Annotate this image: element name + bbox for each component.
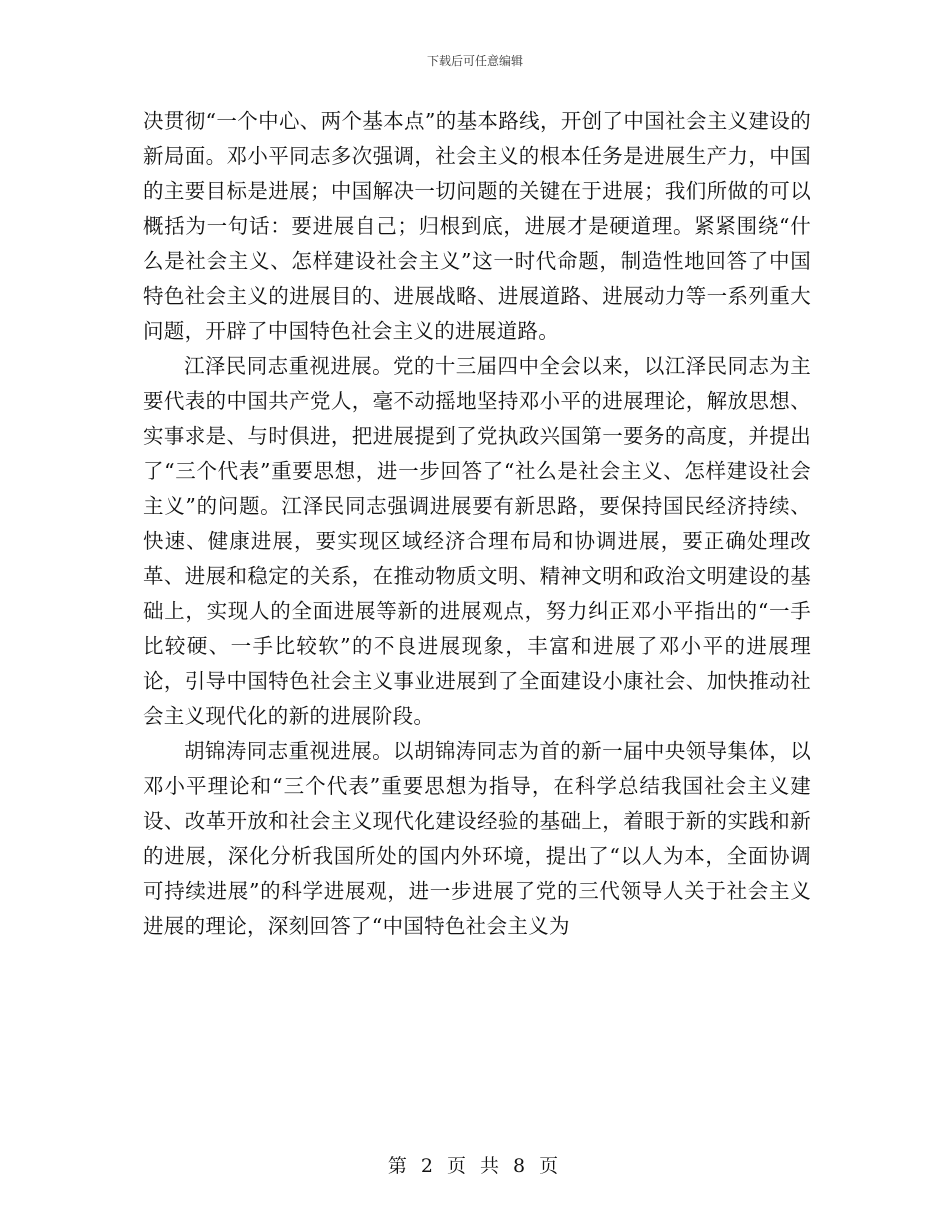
paragraph-2: 江泽民同志重视进展。党的十三届四中全会以来，以江泽民同志为主要代表的中国共产党人，毫不动摇地坚持邓小平的进展理论，解放思想、实事求是、与时俱进，把进展提到了党执政兴国第一要务的高度，并提出了“三个代表”重要思想，进一步回答了“社么是社会主义、怎样建设社会主义”的问题。江泽民同志强调进展要有新思路，要保持国民经济持续、快速、健康进展，要实现区域经济合理布局和协调进展，要正确处理改革、进展和稳定的关系，在推动物质文明、精神文明和政治文明建设的基础上，实现人的全面进展等新的进展观点，努力纠正邓小平指出的“一手比较硬、一手比较软”的不良进展现象，丰富和进展了邓小平的进展理论，引导中国特色社会主义事业进展到了全面建设小康社会、加快推动社会主义现代化的新的进展阶段。 xyxy=(143,354,811,728)
paragraph-1: 决贯彻“一个中心、两个基本点”的基本路线，开创了中国社会主义建设的新局面。邓小平同志多次强调，社会主义的根本任务是进展生产力，中国的主要目标是进展；中国解决一切问题的关键在于进展；我们所做的可以概括为一句话：要进展自己；归根到底，进展才是硬道理。紧紧围绕“什么是社会主义、怎样建设社会主义”这一时代命题，制造性地回答了中国特色社会主义的进展目的、进展战略、进展道路、进展动力等一系列重大问题，开辟了中国特色社会主义的进展道路。 xyxy=(143,109,811,343)
paragraph-3: 胡锦涛同志重视进展。以胡锦涛同志为首的新一届中央领导集体，以邓小平理论和“三个代表”重要思想为指导，在科学总结我国社会主义建设、改革开放和社会主义现代化建设经验的基础上，着眼于新的实践和新的进展，深化分析我国所处的国内外环境，提出了“以人为本，全面协调可持续进展”的科学进展观，进一步进展了党的三代领导人关于社会主义进展的理论，深刻回答了“中国特色社会主义为 xyxy=(143,739,811,938)
document-body xyxy=(143,104,811,944)
page-header: 下载后可任意编辑 xyxy=(426,54,523,68)
page-footer: 第 2 页 共 8 页 xyxy=(387,1155,563,1177)
